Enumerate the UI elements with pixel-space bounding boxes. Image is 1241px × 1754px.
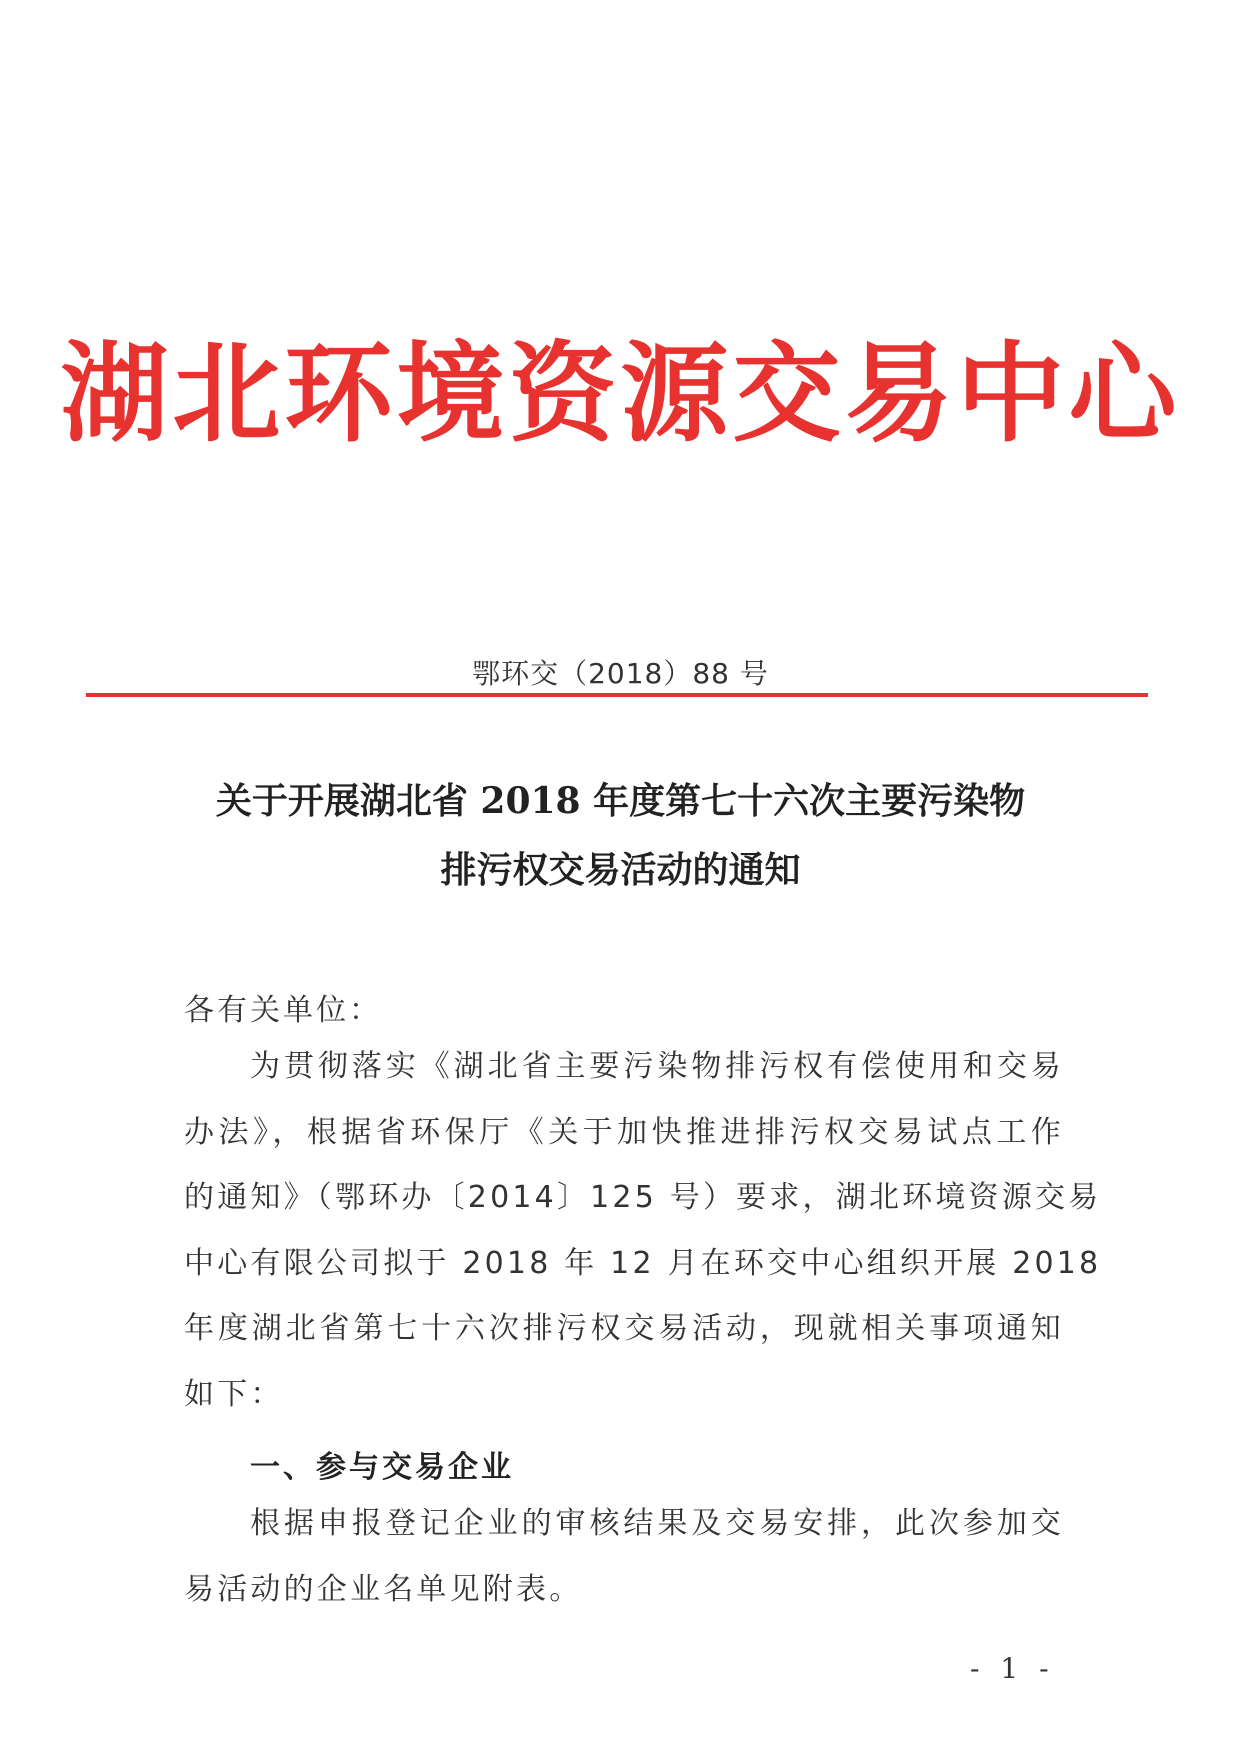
red-divider-line xyxy=(86,693,1148,697)
salutation: 各有关单位： xyxy=(184,993,382,1028)
paragraph-line: 年度湖北省第七十六次排污权交易活动，现就相关事项通知 xyxy=(184,1311,1064,1346)
masthead-title: 湖北环境资源交易中心 xyxy=(60,331,1181,457)
paragraph-line: 根据申报登记企业的审核结果及交易安排，此次参加交 xyxy=(250,1506,1064,1541)
paragraph-line: 办法》，根据省环保厅《关于加快推进排污权交易试点工作 xyxy=(184,1114,1064,1150)
paragraph-line: 为贯彻落实《湖北省主要污染物排污权有偿使用和交易 xyxy=(250,1049,1064,1084)
document-title-line-2: 排污权交易活动的通知 xyxy=(440,849,801,891)
page-number: - 1 - xyxy=(970,1652,1055,1685)
paragraph-participants xyxy=(184,1504,1064,1635)
section-heading-participants: 一、参与交易企业 xyxy=(250,1450,514,1485)
paragraph-line: 中心有限公司拟于 2018 年 12 月在环交中心组织开展 2018 xyxy=(184,1245,1102,1281)
paragraph-line: 易活动的企业名单见附表。 xyxy=(184,1571,583,1607)
paragraph-intro xyxy=(184,1047,1102,1440)
document-number: 鄂环交（2018）88 号 xyxy=(472,657,769,690)
document-title-line-1: 关于开展湖北省 2018 年度第七十六次主要污染物 xyxy=(215,780,1026,822)
paragraph-line: 如下： xyxy=(184,1376,284,1412)
paragraph-line: 的通知》（鄂环办〔2014〕125 号）要求，湖北环境资源交易 xyxy=(184,1180,1102,1215)
